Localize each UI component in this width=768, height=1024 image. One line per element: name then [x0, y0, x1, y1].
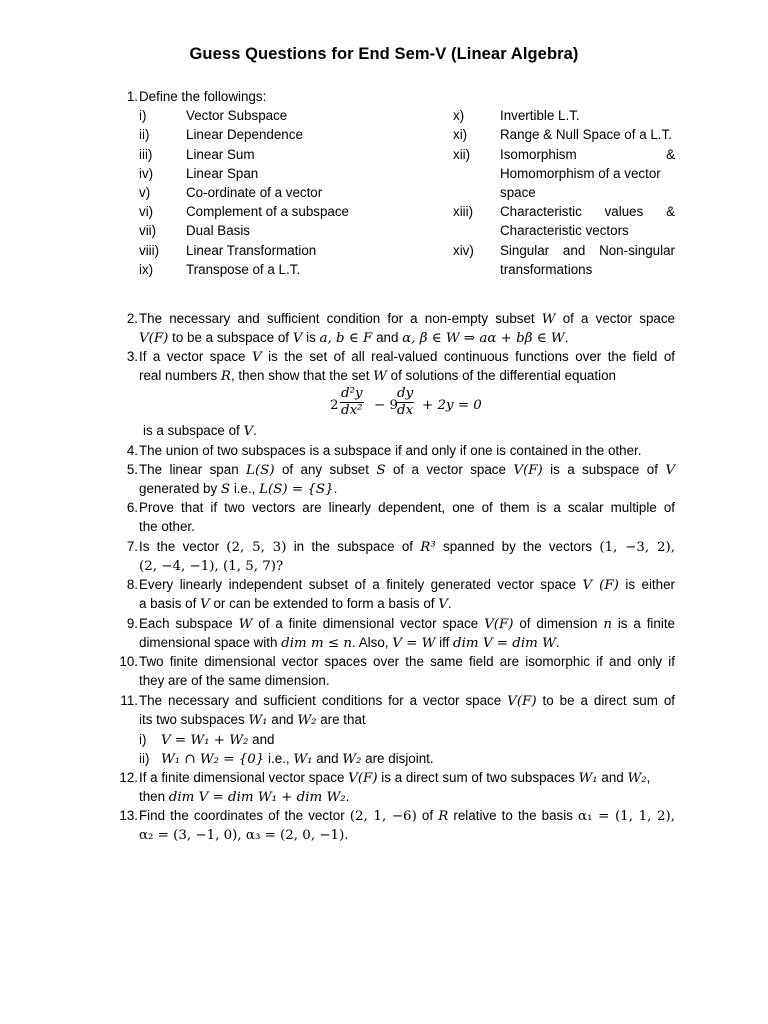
question-text: The necessary and sufficient condition for a non-empty subset W of a vector space V(F) to be a subspace of V is a, b ∈ F and α, β ∈ W ⇒ aα + bβ ∈ W. [139, 311, 675, 347]
question-text: The union of two subspaces is a subspace if and only if one is contained in the other. [139, 443, 642, 458]
question-text: Is the vector (2, 5, 3) in the subspace of R³ spanned by the vectors (1, −3, 2), (2, −4, −1), (1, 5, 7)? [139, 539, 675, 575]
question-text: Each subspace W of a finite dimensional vector space V(F) of dimension n is a finite dimensional space with dim m ≤ n. Also, V = W iff dim V = dim W. [139, 616, 675, 652]
def-numeral: iii) [139, 147, 153, 162]
question-3-tail: is a subspace of V. [143, 423, 257, 439]
question-text: Find the coordinates of the vector (2, 1, −6) of R relative to the basis α₁ = (1, 1, 2), α₂ = (3, −1, 0), α₃ = (2, 0, −1). [139, 808, 676, 844]
def-numeral: i) [139, 108, 147, 123]
question-number: 9. [126, 616, 138, 631]
question-number: 8. [126, 577, 138, 592]
def-term: transformations [500, 262, 593, 277]
question-text: Two finite dimensional vector spaces over the same field are isomorphic if and only if they are of the same dimension. [139, 654, 675, 689]
def-numeral: xi) [453, 127, 468, 142]
eq-coefficient: 2 [330, 398, 339, 413]
def-term: Range & Null Space of a L.T. [500, 127, 672, 142]
def-term: Linear Sum [186, 147, 255, 162]
page-title: Guess Questions for End Sem-V (Linear Algebra) [189, 45, 579, 63]
def-term: Invertible L.T. [500, 108, 580, 123]
question-number: 6. [126, 500, 138, 515]
def-term: Linear Transformation [186, 243, 317, 258]
def-numeral: ix) [139, 262, 154, 277]
def-numeral: xiv) [453, 243, 474, 258]
question-text: Every linearly independent subset of a finitely generated vector space V (F) is either a basis of V or can be extended to form a basis of V. [139, 577, 675, 613]
def-term: Vector Subspace [186, 108, 288, 123]
def-term: Dual Basis [186, 223, 251, 238]
def-numeral: x) [453, 108, 465, 123]
question-1-intro: Define the followings: [139, 89, 267, 104]
def-numeral: xiii) [453, 204, 474, 219]
question-text: The linear span L(S) of any subset S of a vector space V(F) is a subspace of V generated by S i.e., L(S) = {S}. [139, 462, 675, 498]
question-number: 7. [126, 539, 138, 554]
def-numeral: vii) [139, 223, 157, 238]
def-term: Singular and Non-singular [500, 243, 675, 258]
def-term: Characteristic vectors [500, 223, 629, 238]
def-numeral: vi) [139, 204, 154, 219]
def-term: Characteristic values & [500, 204, 675, 219]
def-term: Homomorphism of a vector [500, 166, 661, 181]
question-number: 11. [120, 693, 138, 708]
def-numeral: viii) [139, 243, 160, 258]
question-number: 2. [126, 311, 138, 326]
question-number: 5. [126, 462, 138, 477]
eq-fraction: $\frac{\text{d²y}}{\text{dx²}}$ [341, 386, 363, 418]
eq-fraction: $\frac{dy}{dx}$ [397, 386, 414, 418]
def-term: Complement of a subspace [186, 204, 350, 219]
def-term: Linear Span [186, 166, 259, 181]
eq-tail: + 2y = 0 [422, 398, 482, 413]
question-number: 4. [126, 443, 138, 458]
differential-equation [330, 386, 490, 426]
def-numeral: xii) [453, 147, 471, 162]
question-text: Prove that if two vectors are linearly dependent, one of them is a scalar multiple of the other. [139, 500, 675, 535]
def-numeral: v) [139, 185, 151, 200]
question-text: If a vector space V is the set of all real-valued continuous functions over the field of real numbers R, then show that the set W of solutions of the differential equation [139, 349, 675, 385]
def-numeral: ii) [139, 127, 150, 142]
question-text: If a finite dimensional vector space V(F) is a direct sum of two subspaces W₁ and W₂, then dim V = dim W₁ + dim W₂. [139, 770, 651, 806]
def-term: Isomorphism & [500, 147, 675, 162]
question-number: 3. [126, 349, 138, 364]
question-number: 10. [119, 654, 138, 669]
def-term: Co-ordinate of a vector [186, 185, 323, 200]
question-number: 12. [119, 770, 138, 785]
question-number: 1. [126, 89, 138, 104]
def-term: space [500, 185, 536, 200]
eq-operator: − 9 [374, 398, 398, 413]
def-numeral: iv) [139, 166, 154, 181]
def-term: Transpose of a L.T. [186, 262, 301, 277]
question-text: The necessary and sufficient conditions for a vector space V(F) to be a direct sum of its two subspaces W₁ and W₂ are that i) V = W₁ + W₂ and ii) W₁ ∩ W₂ = {0} i.e., W₁ and W₂ are disjoint. [139, 693, 675, 767]
def-term: Linear Dependence [186, 127, 303, 142]
question-number: 13. [119, 808, 138, 823]
